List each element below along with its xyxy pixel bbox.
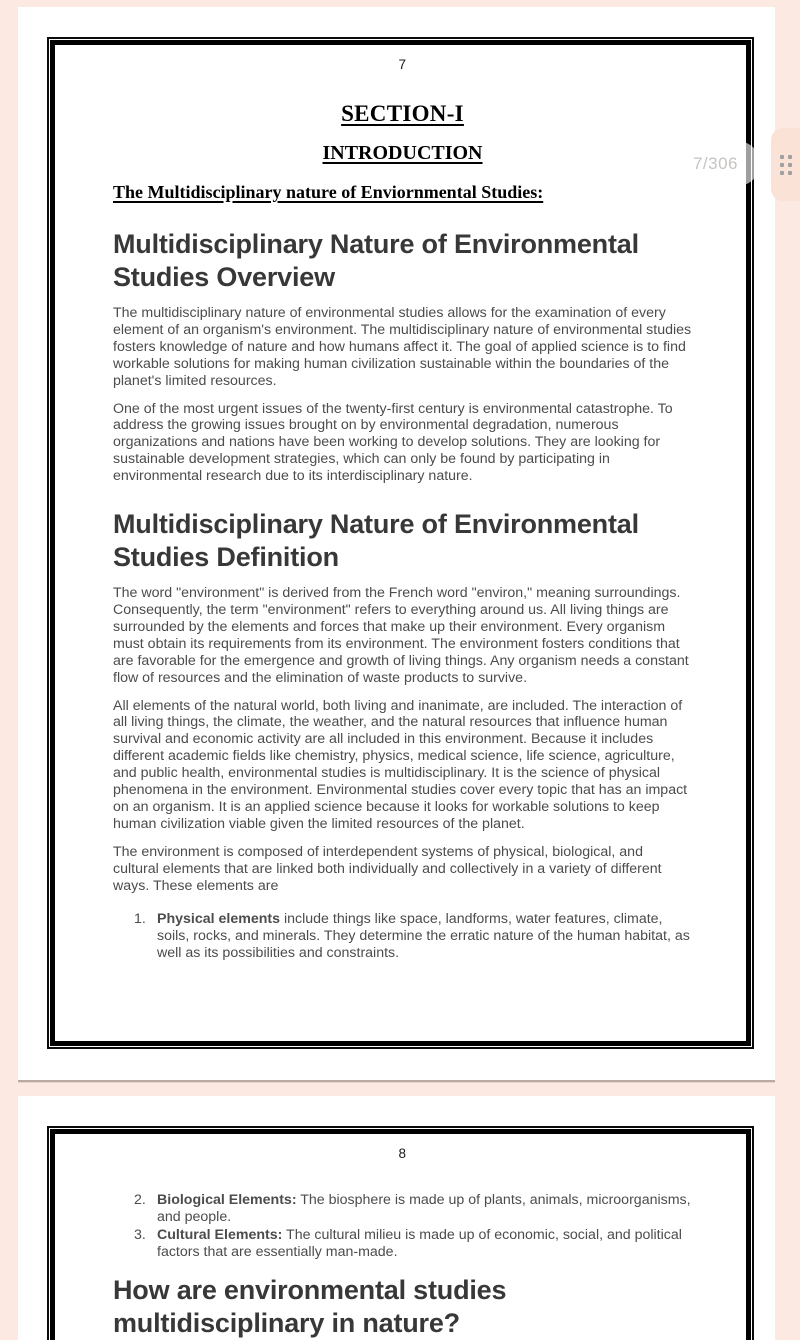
section-title: SECTION-I [341, 101, 464, 126]
page-number: 8 [398, 1146, 407, 1161]
overview-heading: Multidisciplinary Nature of Environmental Studies Overview [113, 229, 639, 292]
page-indicator-label: 7/306 [692, 153, 739, 173]
page-7-border-frame [50, 40, 751, 1046]
page-indicator-pill [671, 141, 760, 186]
section-subtitle: INTRODUCTION [322, 142, 483, 164]
topic-heading: The Multidisciplinary nature of Enviornmental Studies: [113, 182, 544, 202]
definition-paragraph: All elements of the natural world, both living and inanimate, are included. The interaction of all living things, the climate, the weather, and the natural resources that influence human survival and economic activity are all included in this environment. Because it includes different academic fields like chemistry, physics, medical science, life science, agriculture, and public health, environmental studies is multidisciplinary. It is the science of physical phenomena in the environment. Environmental studies cover every topic that has an impact on an organism. It is an applied science because it looks for workable solutions to keep human civilization viable given the limited resources of the planet. [113, 697, 688, 832]
page-card-8 [18, 1096, 775, 1340]
drag-dots-icon [780, 155, 792, 175]
list-item [134, 1192, 692, 1226]
elements-list [113, 911, 692, 962]
list-item-lead: Cultural Elements: [157, 1226, 283, 1243]
scroll-drag-handle[interactable] [771, 128, 800, 201]
multidisciplinary-question-heading: How are environmental studies multidisciplinary in nature? [113, 1274, 507, 1338]
list-item-lead: Biological Elements: [157, 1192, 297, 1208]
page-8-border-frame [50, 1129, 751, 1340]
list-item-text [157, 1192, 692, 1226]
list-item-lead: Physical elements [157, 911, 281, 928]
elements-list-continued [113, 1192, 692, 1261]
list-item [134, 1227, 692, 1261]
list-item-number: 2. [134, 1192, 146, 1208]
list-item-number: 3. [134, 1226, 146, 1243]
definition-heading: Multidisciplinary Nature of Environmental Studies Definition [113, 509, 639, 573]
overview-paragraph: The multidisciplinary nature of environmental studies allows for the examination of every element of an organism's environment. The multidisciplinary nature of environmental studies fosters knowledge of nature and how humans affect it. The goal of applied science is to find workable solutions for making human civilization sustainable within the boundaries of the planet's limited resources. [113, 305, 692, 389]
list-item-text [157, 911, 692, 962]
list-item-body: The biosphere is made up of plants, animals, microorganisms, and people. [157, 1192, 691, 1225]
overview-paragraph: One of the most urgent issues of the twenty-first century is environmental catastrophe. To address the growing issues brought on by environmental degradation, numerous organizations and nations have been working to develop solutions. They are looking for sustainable development strategies, which can only be found by participating in environmental research due to its interdisciplinary nature. [113, 400, 673, 485]
list-item-text [157, 1227, 692, 1261]
list-item-number: 1. [134, 911, 146, 928]
page-card-7 [18, 7, 775, 1080]
list-item-body: include things like space, landforms, water features, climate, soils, rocks, and minerals. They determine the erratic nature of the human habitat, as well as its possibilities and constraints. [157, 911, 690, 962]
list-item-body: The cultural milieu is made up of economic, social, and political factors that are essentially man-made. [157, 1226, 682, 1260]
page-number: 7 [398, 57, 407, 72]
list-item [134, 911, 692, 962]
definition-paragraph: The environment is composed of interdependent systems of physical, biological, and cultural elements that are linked both individually and collectively in a variety of different ways. These elements are [113, 843, 662, 894]
definition-paragraph: The word "environment" is derived from the French word "environ," meaning surroundings. Consequently, the term "environment" refers to everything around us. All living things are surrounded by the elements and forces that make up their environment. Every organism must obtain its requirements from its environment. The environment fosters conditions that are favorable for the emergence and growth of living things. Any organism needs a constant flow of resources and the elimination of waste products to survive. [113, 585, 689, 686]
